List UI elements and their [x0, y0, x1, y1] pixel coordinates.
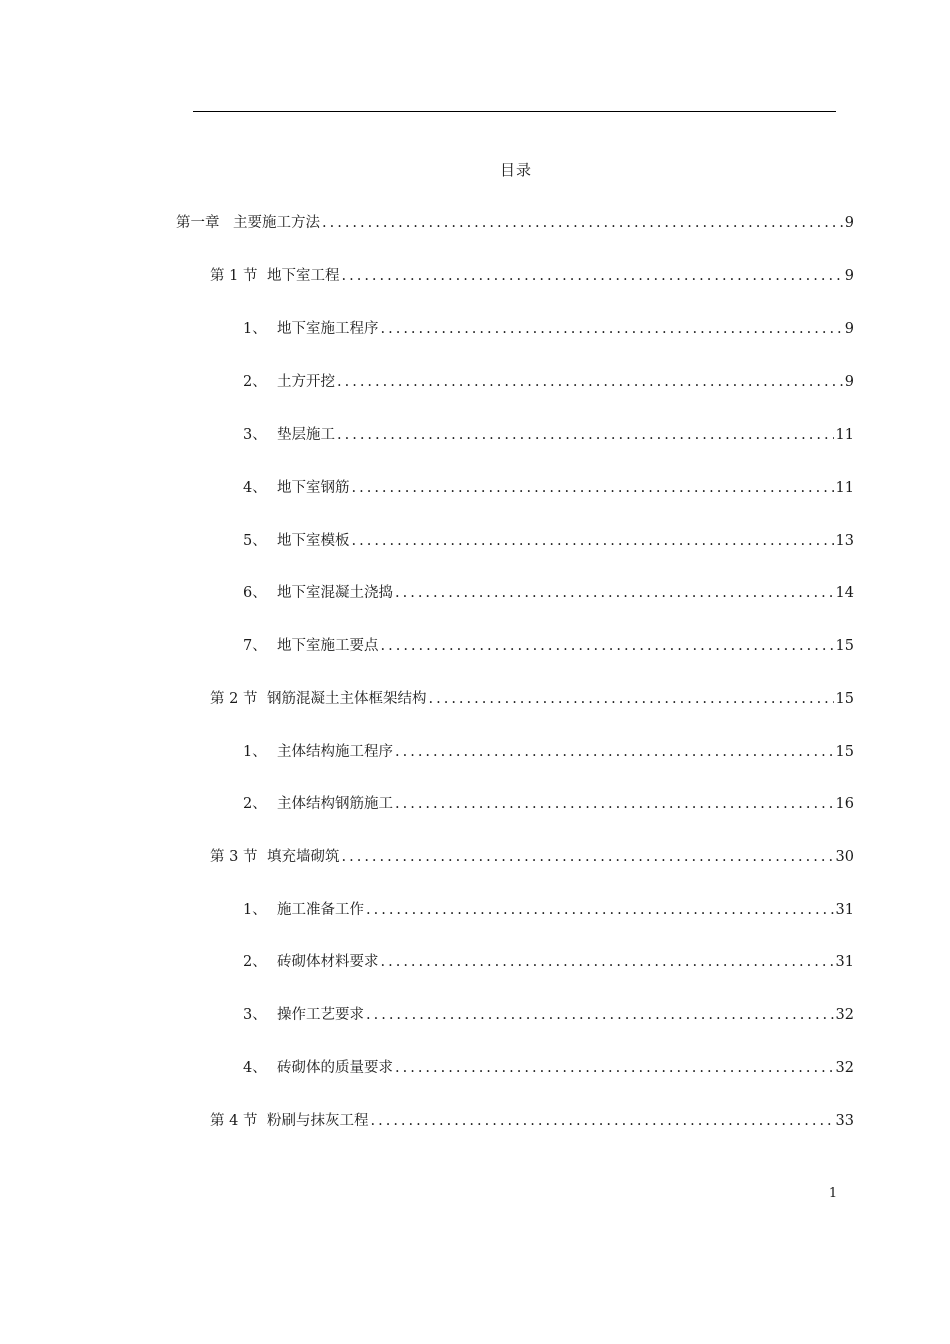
- toc-entry-section-2[interactable]: [210, 688, 854, 710]
- toc-dot-leader: [395, 582, 834, 604]
- toc-entry-page: 9: [844, 321, 854, 337]
- toc-entry-number: 2、: [243, 954, 267, 970]
- toc-entry-number: 2、: [243, 374, 267, 390]
- toc-dot-leader: [352, 477, 834, 499]
- toc-entry-title: 施工准备工作: [277, 902, 364, 918]
- toc-entry-title: 地下室施工程序: [277, 321, 379, 337]
- toc-entry-section-1[interactable]: [210, 265, 854, 287]
- toc-dot-leader: [352, 530, 834, 552]
- toc-entry-section-4[interactable]: [210, 1110, 854, 1132]
- toc-dot-leader: [395, 1057, 834, 1079]
- toc-entry-page: 33: [835, 1113, 854, 1129]
- toc-entry-item[interactable]: [243, 1057, 854, 1079]
- toc-dot-leader: [322, 212, 843, 234]
- toc-entry-number: 第 2 节: [210, 691, 258, 707]
- toc-entry-page: 15: [835, 638, 854, 654]
- toc-entry-title: 地下室施工要点: [277, 638, 379, 654]
- toc-entry-item[interactable]: [243, 530, 854, 552]
- toc-entry-item[interactable]: [243, 318, 854, 340]
- toc-entry-page: 15: [835, 691, 854, 707]
- toc-dot-leader: [395, 741, 834, 763]
- toc-entry-title: 垫层施工: [277, 427, 335, 443]
- toc-entry-title: 砖砌体的质量要求: [277, 1060, 393, 1076]
- toc-entry-number: 3、: [243, 427, 267, 443]
- toc-entry-page: 30: [835, 849, 854, 865]
- toc-dot-leader: [395, 793, 834, 815]
- toc-entry-page: 32: [835, 1007, 854, 1023]
- toc-dot-leader: [381, 951, 834, 973]
- toc-entry-number: 2、: [243, 796, 267, 812]
- toc-entry-number: 第 1 节: [210, 268, 258, 284]
- toc-entry-number: 1、: [243, 744, 267, 760]
- toc-entry-chapter-1[interactable]: [176, 212, 854, 234]
- toc-entry-item[interactable]: [243, 424, 854, 446]
- toc-entry-number: 1、: [243, 321, 267, 337]
- page-number: 1: [828, 1186, 838, 1201]
- toc-entry-page: 32: [835, 1060, 854, 1076]
- toc-entry-page: 13: [835, 533, 854, 549]
- toc-entry-title: 地下室模板: [277, 533, 350, 549]
- toc-entry-item[interactable]: [243, 793, 854, 815]
- toc-entry-page: 11: [835, 427, 854, 443]
- toc-entry-page: 31: [835, 954, 854, 970]
- toc-entry-number: 第 4 节: [210, 1113, 258, 1129]
- toc-entry-page: 16: [835, 796, 854, 812]
- toc-entry-page: 31: [835, 902, 854, 918]
- toc-entry-page: 9: [844, 215, 854, 231]
- toc-entry-number: 6、: [243, 585, 267, 601]
- toc-entry-item[interactable]: [243, 371, 854, 393]
- toc-entry-item[interactable]: [243, 477, 854, 499]
- toc-entry-section-3[interactable]: [210, 846, 854, 868]
- toc-entry-item[interactable]: [243, 899, 854, 921]
- toc-dot-leader: [366, 899, 834, 921]
- toc-entry-title: 地下室工程: [267, 268, 340, 284]
- toc-dot-leader: [342, 846, 834, 868]
- toc-dot-leader: [337, 424, 834, 446]
- toc-dot-leader: [337, 371, 843, 393]
- toc-entry-number: 7、: [243, 638, 267, 654]
- toc-entry-title: 主体结构施工程序: [277, 744, 393, 760]
- toc-entry-page: 14: [835, 585, 854, 601]
- toc-dot-leader: [381, 635, 834, 657]
- toc-entry-number: 1、: [243, 902, 267, 918]
- toc-entry-title: 钢筋混凝土主体框架结构: [267, 691, 427, 707]
- toc-dot-leader: [342, 265, 843, 287]
- toc-entry-page: 9: [844, 374, 854, 390]
- toc-entry-page: 15: [835, 744, 854, 760]
- toc-entry-item[interactable]: [243, 741, 854, 763]
- toc-entry-title: 主体结构钢筋施工: [277, 796, 393, 812]
- toc-entry-number: 4、: [243, 1060, 267, 1076]
- toc-dot-leader: [381, 318, 843, 340]
- toc-entry-title: 操作工艺要求: [277, 1007, 364, 1023]
- toc-entry-title: 土方开挖: [277, 374, 335, 390]
- toc-entry-item[interactable]: [243, 1004, 854, 1026]
- toc-entry-title: 填充墙砌筑: [267, 849, 340, 865]
- toc-dot-leader: [366, 1004, 834, 1026]
- toc-entry-page: 9: [844, 268, 854, 284]
- toc-dot-leader: [371, 1110, 834, 1132]
- toc-entry-title: 地下室钢筋: [277, 480, 350, 496]
- toc-entry-number: 5、: [243, 533, 267, 549]
- toc-entry-title: 主要施工方法: [233, 215, 320, 231]
- toc-title: 目录: [499, 161, 532, 179]
- toc-entry-item[interactable]: [243, 582, 854, 604]
- toc-entry-number: 第 3 节: [210, 849, 258, 865]
- toc-dot-leader: [429, 688, 834, 710]
- toc-entry-page: 11: [835, 480, 854, 496]
- toc-entry-title: 砖砌体材料要求: [277, 954, 379, 970]
- toc-entry-item[interactable]: [243, 951, 854, 973]
- toc-entry-title: 地下室混凝土浇捣: [277, 585, 393, 601]
- toc-entry-number: 4、: [243, 480, 267, 496]
- toc-entry-title: 粉刷与抹灰工程: [267, 1113, 369, 1129]
- toc-entry-number: 第一章: [176, 215, 220, 231]
- toc-entry-number: 3、: [243, 1007, 267, 1023]
- toc-entry-item[interactable]: [243, 635, 854, 657]
